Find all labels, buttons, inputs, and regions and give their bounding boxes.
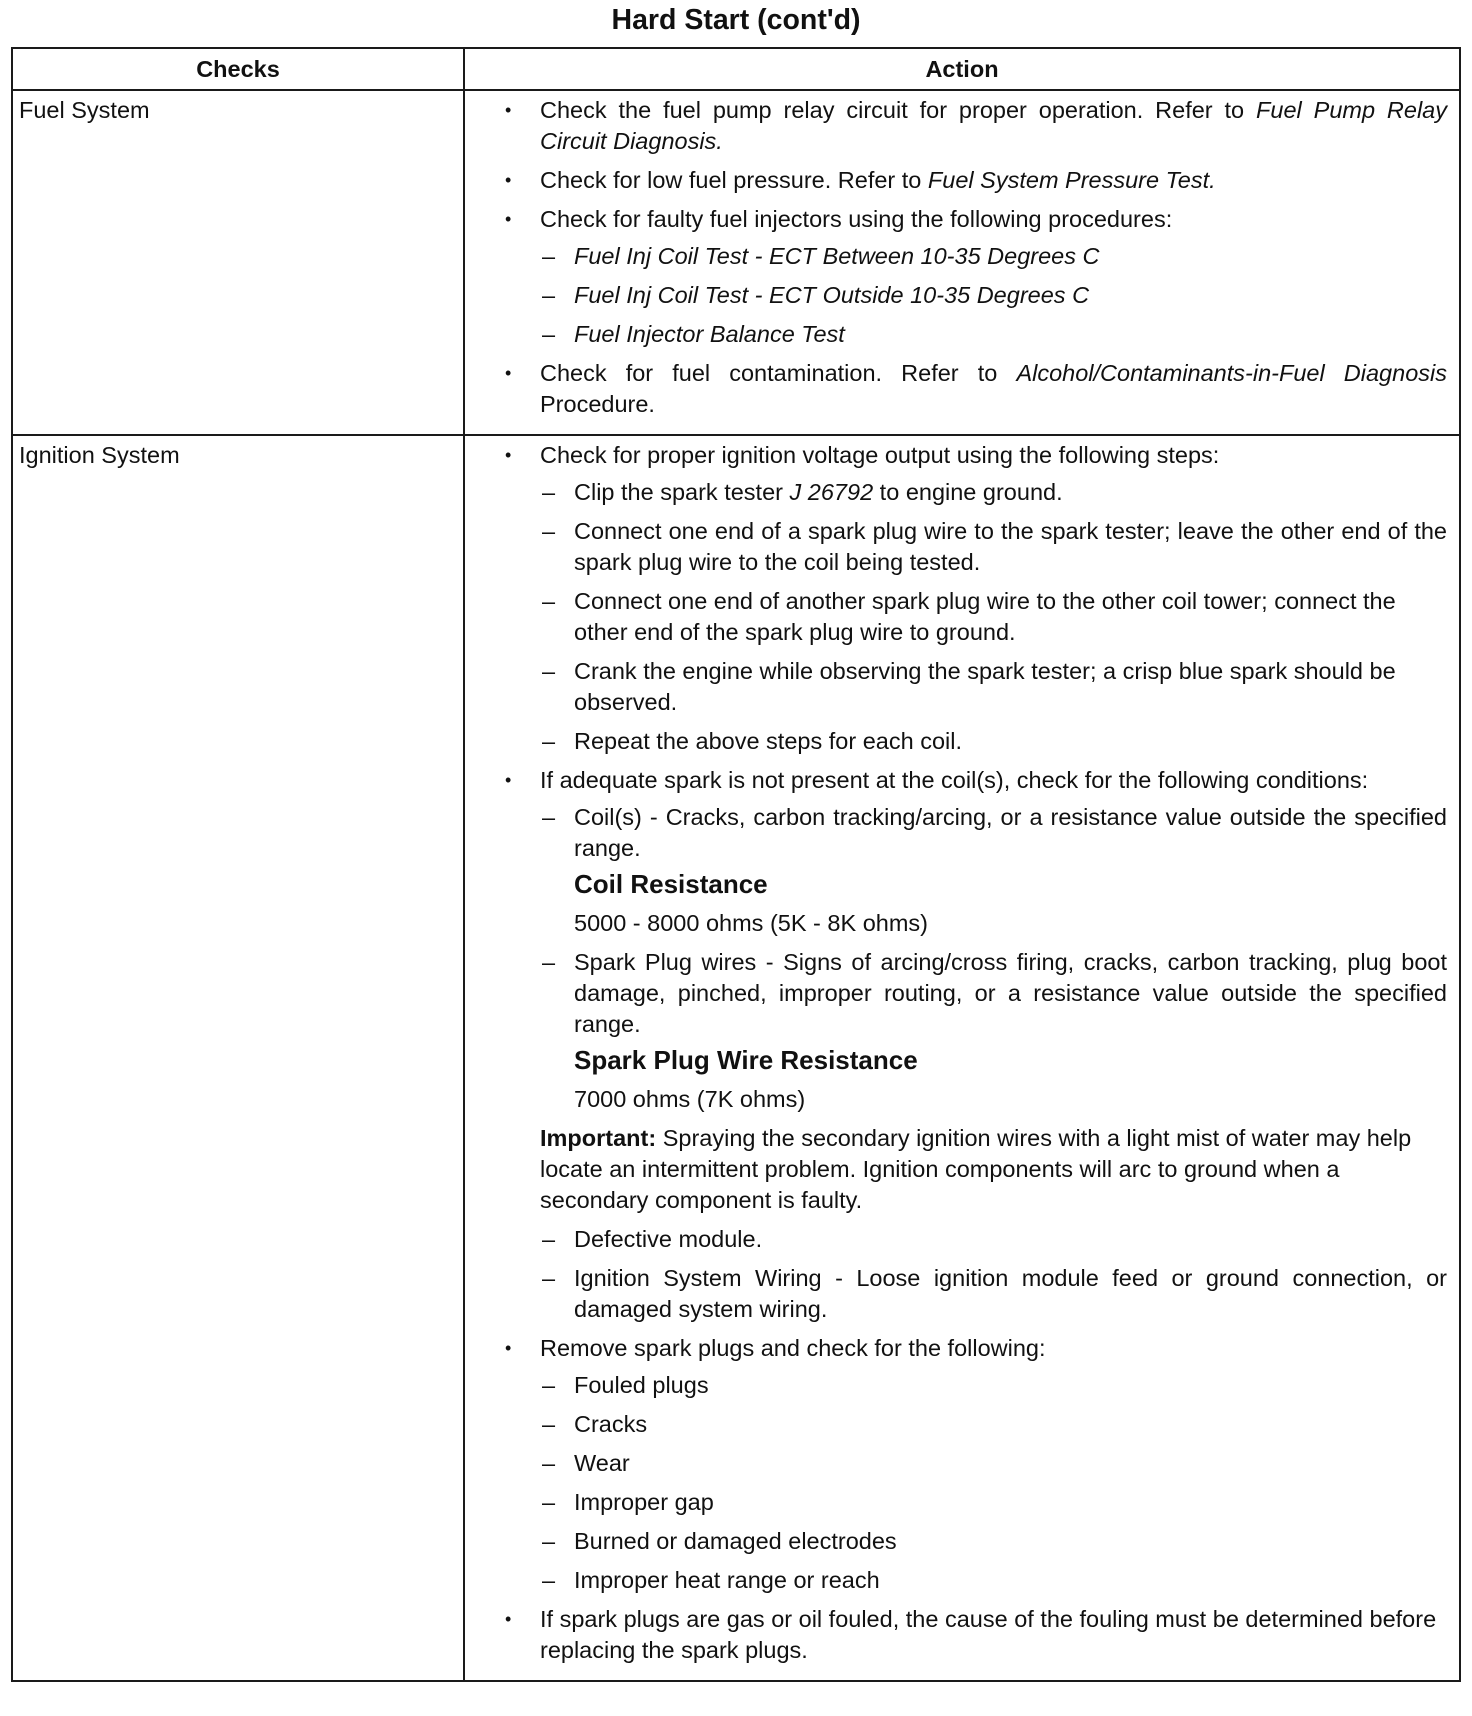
check-cell-ignition-system: Ignition System [12, 435, 464, 1681]
fuel-bullet-contamination-text: Check for fuel contamination. Refer to [540, 360, 1017, 386]
fuel-bullet-relay-text: Check the fuel pump relay circuit for proper operation. Refer to [540, 97, 1257, 123]
spark-conditions-list [540, 802, 1447, 1115]
page-title: Hard Start (cont'd) [611, 4, 861, 36]
list-item [540, 802, 1447, 939]
fuel-bullet-injectors [505, 204, 1447, 350]
important-note [540, 1123, 1447, 1216]
injector-procedure-reference: Fuel Inj Coil Test - ECT Between 10-35 Degrees C [574, 243, 1100, 269]
table-header-row [12, 48, 1460, 90]
fuel-pressure-test-reference: Fuel System Pressure Test. [927, 167, 1216, 193]
plug-wire-resistance-title: Spark Plug Wire Resistance [574, 1045, 918, 1075]
ignition-bullet-voltage-text: Check for proper ignition voltage output using the following steps: [540, 442, 1220, 468]
injector-procedure-reference: Fuel Inj Coil Test - ECT Outside 10-35 Degrees C [574, 282, 1090, 308]
table-row-ignition-system [12, 435, 1460, 1681]
fuel-bullet-pressure [505, 165, 1447, 196]
fuel-bullet-contamination-tail: Procedure. [540, 391, 655, 417]
fuel-bullet-relay [505, 95, 1447, 157]
ignition-bullet-voltage-output [505, 440, 1447, 757]
column-header-action: Action [464, 48, 1460, 90]
coil-resistance-value: 5000 - 8000 ohms (5K - 8K ohms) [574, 910, 928, 936]
fuel-action-list [505, 95, 1447, 420]
list-item [540, 477, 1447, 508]
ignition-bullet-inadequate-spark [505, 765, 1447, 1325]
plug-wire-resistance-value: 7000 ohms (7K ohms) [574, 1086, 806, 1112]
list-item: – Wear [540, 1448, 1447, 1479]
list-item: – Ignition System Wiring - Loose ignition module feed or ground connection, or damaged system wiring. [540, 1263, 1447, 1325]
column-header-checks: Checks [12, 48, 464, 90]
table-row-fuel-system [12, 90, 1460, 435]
list-item [540, 280, 1447, 311]
voltage-steps-list [540, 477, 1447, 757]
action-cell-fuel-system [464, 90, 1460, 435]
action-cell-ignition-system [464, 435, 1460, 1681]
check-cell-fuel-system: Fuel System [12, 90, 464, 435]
list-item: – Connect one end of a spark plug wire to the spark tester; leave the other end of the spark plug wire to the coil being tested. [540, 516, 1447, 578]
important-text: Spraying the secondary ignition wires with a light mist of water may help locate an intermittent problem. Ignition components will arc to ground when a secondary component is faulty. [540, 1125, 1412, 1213]
coil-condition-text: – Coil(s) - Cracks, carbon tracking/arcing, or a resistance value outside the specified range. [574, 804, 1447, 861]
fuel-bullet-pressure-text: Check for low fuel pressure. Refer to [540, 167, 928, 193]
important-label: Important: [540, 1125, 657, 1151]
fuel-bullet-contamination [505, 358, 1447, 420]
plug-wire-condition-text: – Spark Plug wires - Signs of arcing/cross firing, cracks, carbon tracking, plug boot damage, pinched, improper routing, or a resistance value outside the specified range. [574, 949, 1447, 1037]
plug-checks-list [540, 1370, 1447, 1596]
list-item: – Defective module. [540, 1224, 1447, 1255]
spark-tester-tool-number: J 26792 [789, 479, 874, 505]
list-item: – Improper heat range or reach [540, 1565, 1447, 1596]
spark-conditions-list-continued [540, 1224, 1447, 1325]
ignition-bullet-remove-plugs [505, 1333, 1447, 1596]
list-item: – Cracks [540, 1409, 1447, 1440]
fuel-bullet-injectors-text: Check for faulty fuel injectors using the following procedures: [540, 206, 1173, 232]
list-item: – Improper gap [540, 1487, 1447, 1518]
list-item [540, 947, 1447, 1115]
list-item: – Repeat the above steps for each coil. [540, 726, 1447, 757]
list-item: – Burned or damaged electrodes [540, 1526, 1447, 1557]
diagnosis-table [11, 47, 1461, 1682]
ignition-bullet-spark-text: If adequate spark is not present at the coil(s), check for the following conditions: [540, 767, 1369, 793]
list-item [540, 319, 1447, 350]
ignition-bullet-plugs-text: Remove spark plugs and check for the following: [540, 1335, 1046, 1361]
step-text: Clip the spark tester [574, 479, 790, 505]
injector-procedures-list [540, 241, 1447, 350]
step-text: to engine ground. [873, 479, 1063, 505]
list-item: – Connect one end of another spark plug wire to the other coil tower; connect the other end of the spark plug wire to ground. [540, 586, 1447, 648]
list-item [540, 241, 1447, 272]
ignition-bullet-fouled-plugs: • If spark plugs are gas or oil fouled, the cause of the fouling must be determined before replacing the spark plugs. [505, 1604, 1447, 1666]
list-item: – Fouled plugs [540, 1370, 1447, 1401]
coil-resistance-title: Coil Resistance [574, 869, 768, 899]
list-item: – Crank the engine while observing the spark tester; a crisp blue spark should be observed. [540, 656, 1447, 718]
ignition-action-list [505, 440, 1447, 1666]
injector-procedure-reference: Fuel Injector Balance Test [574, 321, 845, 347]
fuel-pump-relay-reference: Fuel Pump Relay Circuit Diagnosis. [540, 97, 1448, 154]
fuel-contamination-reference: Alcohol/Contaminants-in-Fuel Diagnosis [1016, 360, 1447, 386]
